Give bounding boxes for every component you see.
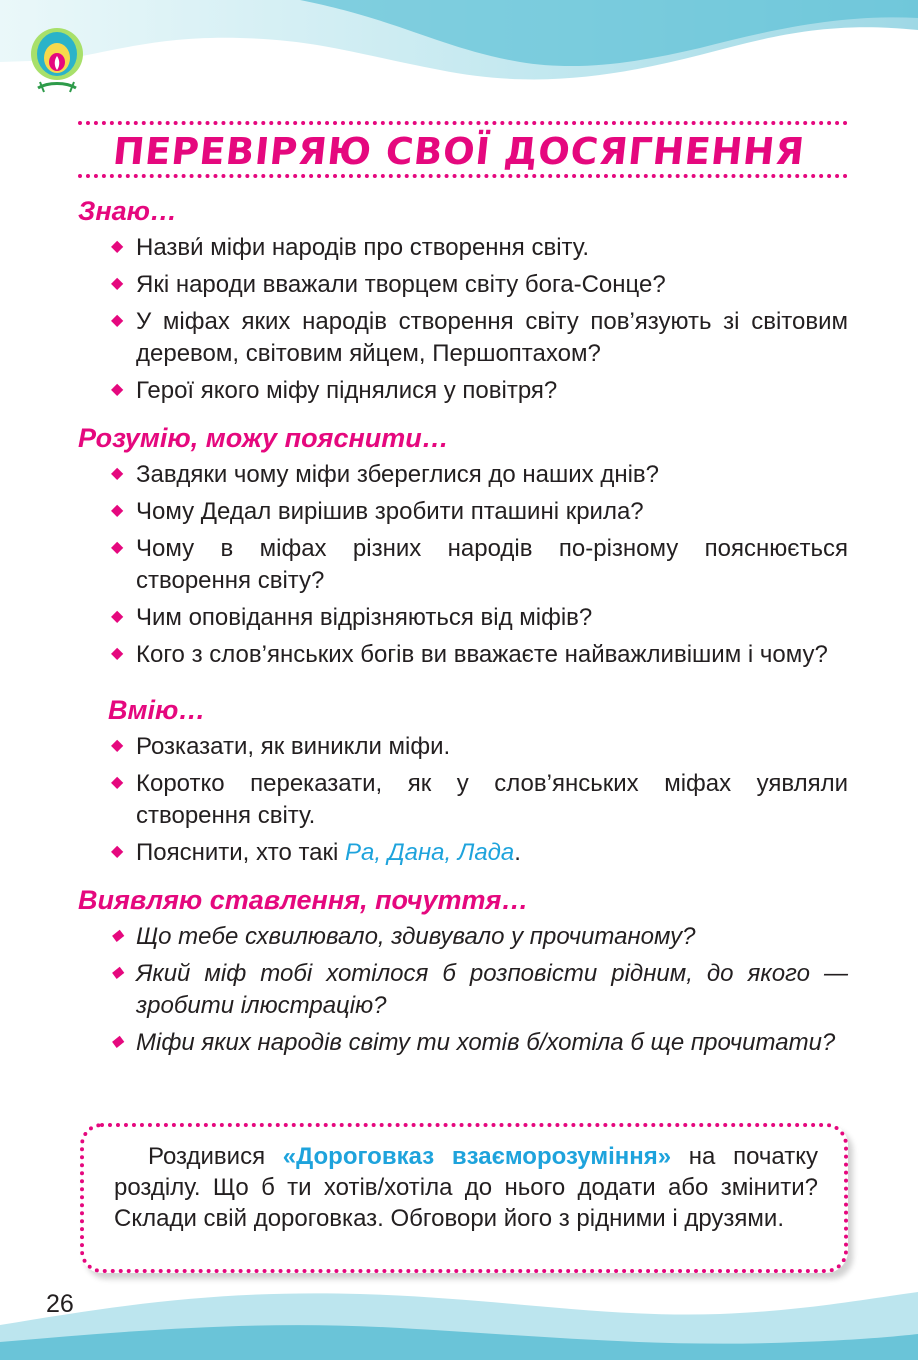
list-item: ◆ Чим оповідання відрізняються від міфів? bbox=[111, 604, 593, 631]
section-understand bbox=[78, 423, 848, 671]
top-wave-decoration bbox=[0, 0, 918, 120]
bottom-wave-decoration bbox=[0, 1270, 918, 1360]
diamond-bullet-icon: ◆ bbox=[111, 465, 124, 482]
flower-logo-icon bbox=[26, 22, 88, 98]
list-item: ◆ Чому Дедал вирішив зробити пташині крила? bbox=[111, 498, 644, 525]
list-item: ◆ Що тебе схвилювало, здивувало у прочитаному? bbox=[111, 923, 696, 950]
section-attitude bbox=[78, 885, 848, 1059]
diamond-bullet-icon: ◆ bbox=[111, 312, 124, 329]
list-item: ◆ Міфи яких народів світу ти хотів б/хотіла б ще прочитати? bbox=[111, 1029, 836, 1056]
diamond-bullet-icon: ◆ bbox=[111, 275, 124, 292]
list-item: ◆ Чому в міфах різних народів по-різному пояснюється створення світу? bbox=[111, 535, 848, 594]
page-number: 26 bbox=[46, 1290, 74, 1318]
section-heading-attitude: Виявляю ставлення, почуття… bbox=[78, 885, 529, 915]
section-can bbox=[78, 695, 848, 726]
diamond-bullet-icon: ◆ bbox=[111, 645, 124, 662]
section-heading-understand: Розумію, можу пояснити… bbox=[78, 423, 449, 453]
can-list bbox=[78, 731, 848, 869]
diamond-bullet-icon: ◆ bbox=[111, 843, 124, 860]
list-item: ◆ Герої якого міфу піднялися у повітря? bbox=[111, 377, 558, 404]
list-item: ◆ Кого з слов’янських богів ви вважаєте найважливішим і чому? bbox=[111, 641, 828, 668]
list-item: ◆ Які народи вважали творцем світу бога-Сонце? bbox=[111, 271, 666, 298]
diamond-bullet-icon: ◆ bbox=[111, 1033, 124, 1050]
diamond-bullet-icon: ◆ bbox=[111, 964, 124, 981]
list-item: ◆ Назви́ міфи народів про створення світу. bbox=[111, 234, 590, 261]
list-item: ◆ У міфах яких народів створення світу пов’язують зі світовим деревом, світовим яйцем, Першоптахом? bbox=[111, 308, 848, 367]
guide-title-highlight: «Дороговказ взаєморозуміння» bbox=[282, 1143, 672, 1170]
main-content bbox=[78, 196, 848, 1059]
diamond-bullet-icon: ◆ bbox=[111, 238, 124, 255]
know-list bbox=[78, 232, 848, 407]
gods-names-highlight: Ра, Дана, Лада bbox=[345, 839, 515, 866]
title-top-divider bbox=[78, 121, 848, 125]
task-box: Роздивися «Дороговказ взаєморозуміння» на початку розділу. Що б ти хотів/хотіла до нього додати або змінити? Склади свій дороговказ. Обговори його з рідними і друзями. bbox=[80, 1123, 848, 1273]
page-title: ПЕРЕВІРЯЮ СВОЇ ДОСЯГНЕННЯ bbox=[111, 130, 807, 173]
diamond-bullet-icon: ◆ bbox=[111, 737, 124, 754]
section-heading-can: Вмію… bbox=[108, 695, 206, 725]
diamond-bullet-icon: ◆ bbox=[111, 539, 124, 556]
diamond-bullet-icon: ◆ bbox=[111, 381, 124, 398]
list-item: ◆ Завдяки чому міфи збереглися до наших днів? bbox=[111, 461, 660, 488]
title-bottom-divider bbox=[78, 174, 848, 178]
diamond-bullet-icon: ◆ bbox=[111, 774, 124, 791]
section-heading-know: Знаю… bbox=[78, 196, 178, 226]
section-know bbox=[78, 196, 848, 407]
list-item: ◆ Пояснити, хто такі Ра, Дана, Лада. bbox=[111, 839, 521, 866]
list-item: ◆ Розказати, як виникли міфи. bbox=[111, 733, 451, 760]
diamond-bullet-icon: ◆ bbox=[111, 927, 124, 944]
diamond-bullet-icon: ◆ bbox=[111, 502, 124, 519]
list-item: ◆ Який міф тобі хотілося б розповісти рідним, до якого — зробити ілюстрацію? bbox=[111, 960, 848, 1019]
understand-list bbox=[78, 459, 848, 671]
list-item: ◆ Коротко переказати, як у слов’янських міфах уявляли створення світу. bbox=[111, 770, 848, 829]
diamond-bullet-icon: ◆ bbox=[111, 608, 124, 625]
attitude-list bbox=[78, 921, 848, 1059]
